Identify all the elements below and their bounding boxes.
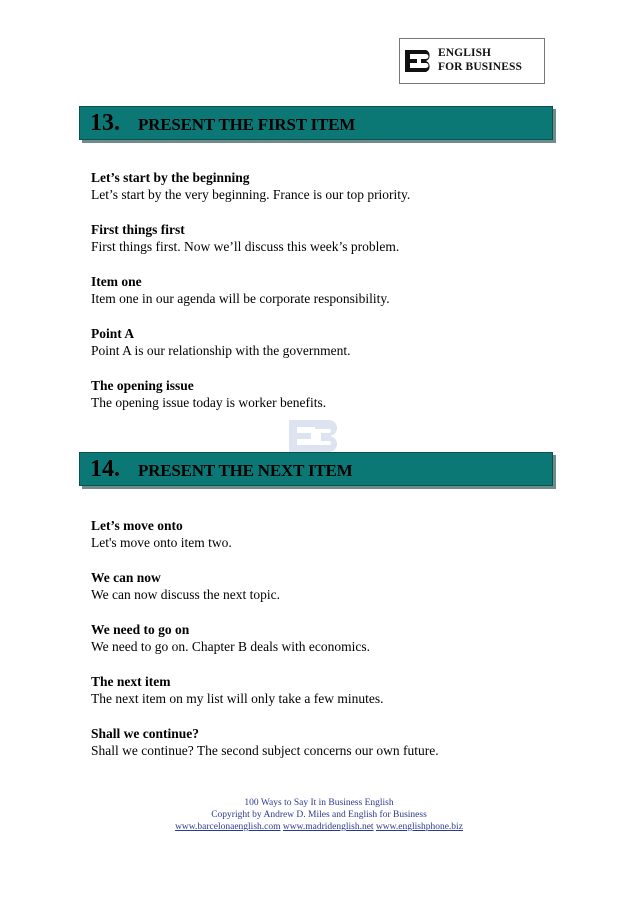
phrase-heading: Point A — [91, 326, 135, 341]
phrase-example: First things first. Now we’ll discuss this week’s problem. — [91, 239, 400, 254]
phrase-heading: Let’s start by the beginning — [91, 170, 250, 185]
phrase-heading: We need to go on — [91, 622, 190, 637]
logo-text — [438, 46, 522, 74]
phrase-entry — [91, 273, 561, 307]
section-number: 13. — [90, 110, 120, 136]
footer-link-barcelona[interactable]: www.barcelonaenglish.com — [175, 822, 281, 832]
page-footer — [0, 797, 638, 833]
phrase-heading: The next item — [91, 674, 171, 689]
section-title: PRESENT THE FIRST ITEM — [138, 115, 356, 134]
phrase-entry — [91, 377, 561, 411]
section-13-banner — [79, 106, 553, 140]
footer-link-madrid[interactable]: www.madridenglish.net — [282, 822, 374, 832]
footer-links — [0, 821, 638, 833]
phrase-heading: The opening issue — [91, 378, 194, 393]
section-number: 14. — [90, 456, 120, 482]
section-14-banner — [79, 452, 553, 486]
phrase-example: Shall we continue? The second subject concerns our own future. — [91, 743, 439, 758]
phrase-entry — [91, 569, 561, 603]
footer-book-title: 100 Ways to Say It in Business English — [244, 798, 394, 808]
phrase-heading: Shall we continue? — [91, 726, 200, 741]
footer-copyright: Copyright by Andrew D. Miles and English for Business — [211, 810, 427, 820]
phrase-example: The next item on my list will only take a few minutes. — [91, 691, 384, 706]
phrase-entry — [91, 517, 561, 551]
phrase-heading: Let’s move onto — [91, 518, 183, 533]
section-13-content — [91, 169, 561, 429]
eb-logo-icon — [404, 48, 436, 74]
phrase-heading: Item one — [91, 274, 142, 289]
phrase-entry — [91, 221, 561, 255]
section-title: PRESENT THE NEXT ITEM — [138, 461, 353, 480]
phrase-entry — [91, 169, 561, 203]
footer-link-englishphone[interactable]: www.englishphone.biz — [375, 822, 463, 832]
logo-line-1: ENGLISH — [438, 47, 492, 59]
phrase-example: We need to go on. Chapter B deals with economics. — [91, 639, 370, 654]
eb-watermark-icon — [287, 418, 351, 454]
phrase-entry — [91, 725, 561, 759]
phrase-example: Point A is our relationship with the government. — [91, 343, 351, 358]
phrase-entry — [91, 325, 561, 359]
phrase-entry — [91, 673, 561, 707]
phrase-example: Let's move onto item two. — [91, 535, 232, 550]
phrase-example: The opening issue today is worker benefits. — [91, 395, 327, 410]
company-logo — [399, 38, 545, 84]
phrase-entry — [91, 621, 561, 655]
logo-line-2: FOR BUSINESS — [438, 61, 522, 73]
phrase-heading: We can now — [91, 570, 161, 585]
section-14-content — [91, 517, 561, 777]
phrase-heading: First things first — [91, 222, 185, 237]
phrase-example: We can now discuss the next topic. — [91, 587, 280, 602]
phrase-example: Item one in our agenda will be corporate responsibility. — [91, 291, 390, 306]
phrase-example: Let’s start by the very beginning. France is our top priority. — [91, 187, 411, 202]
